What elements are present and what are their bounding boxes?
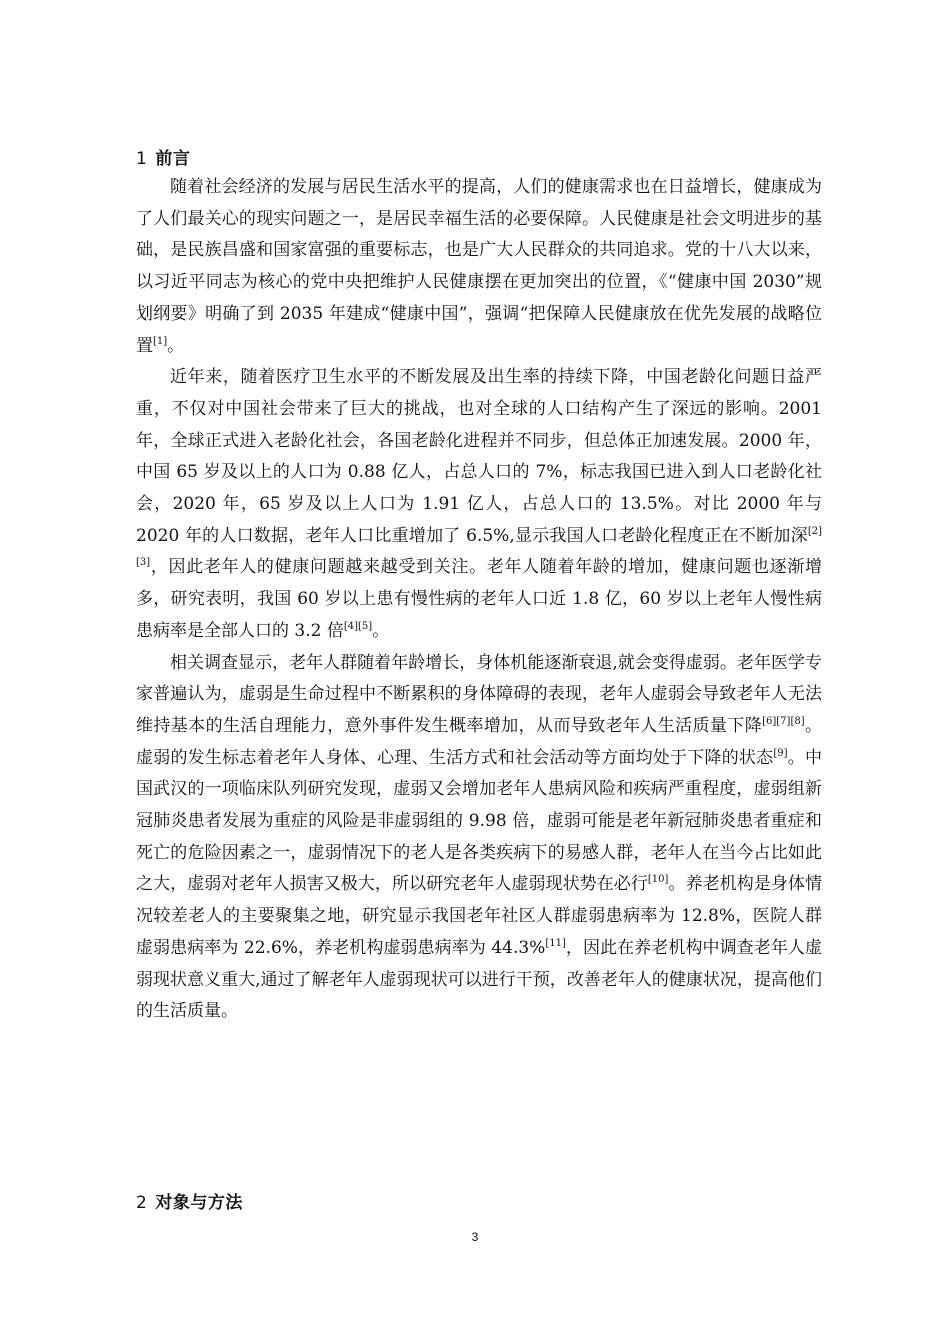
section-title: 前言 (155, 149, 191, 169)
paragraph-text: 。中国武汉的一项临床队列研究发现，虚弱又会增加老年人患病风险和疾病严重程度，虚弱组新冠肺炎患者发展为重症的风险是非虚弱组的 9.98 倍，虚弱可能是老年新冠肺炎患者重症和死亡的危险因素之一，虚弱情况下的老人是各类疾病下的易感人群，老年人在当今占比如此之大，虚弱对老年人损害又极大，所以研究老年人虚弱现状势在必行 (136, 747, 822, 895)
paragraph-text: 。 (372, 620, 390, 641)
section-heading-intro (136, 144, 190, 169)
citation-ref: [11] (545, 937, 566, 949)
section-title: 对象与方法 (155, 1193, 243, 1213)
paragraph-text: ，因此在养老机构中调查老年人虚弱现状意义重大,通过了解老年人虚弱现状可以进行干预，改善老年人的健康状况，提高他们的生活质量。 (136, 937, 822, 1022)
paragraph-text: 相关调查显示，老年人群随着年龄增长，身体机能逐渐衰退,就会变得虚弱。老年医学专家普遍认为，虚弱是生命过程中不断累积的身体障碍的表现，老年人虚弱会导致老年人无法维持基本的生活自理能力，意外事件发生概率增加，从而导致老年人生活质量下降 (136, 652, 822, 736)
paragraph-text: 随着社会经济的发展与居民生活水平的提高，人们的健康需求也在日益增长，健康成为了人们最关心的现实问题之一，是居民幸福生活的必要保障。人民健康是社会文明进步的基础，是民族昌盛和国家富强的重要标志，也是广大人民群众的共同追求。党的十八大以来，以习近平同志为核心的党中央把维护人民健康摆在更加突出的位置，《“健康中国 2030”规划纲要》明确了到 2035 年建成“健康中国”，强调“把保障人民健康放在优先发展的战略位置 (136, 177, 822, 356)
section-number: 1 (136, 149, 148, 169)
citation-ref: [2][3] (136, 525, 822, 569)
section-number: 2 (136, 1193, 148, 1213)
citation-ref: [6][7][8] (762, 715, 805, 727)
paragraph-text: 。 (167, 335, 185, 356)
body-text (136, 172, 822, 1028)
paragraph (136, 648, 822, 1028)
paragraph-text: ，因此老年人的健康问题越来越受到关注。老年人随着年龄的增加，健康问题也逐渐增多，研究表明，我国 60 岁以上患有慢性病的老年人口近 1.8 亿，60 岁以上老年人慢性病患病率是全部人口的 3.2 倍 (136, 557, 822, 641)
citation-ref: [10] (647, 874, 669, 886)
paragraph (136, 362, 822, 647)
paragraph-text: 近年来，随着医疗卫生水平的不断发展及出生率的持续下降，中国老龄化问题日益严重，不仅对中国社会带来了巨大的挑战，也对全球的人口结构产生了深远的影响。2001 年，全球正式进入老龄化社会，各国老龄化进程并不同步，但总体正加速发展。2000 年，中国 65 岁及以上的人口为 0.88 亿人，占总人口的 7%，标志我国已进入到人口老龄化社会，2020 年，65 岁及以上人口为 1.91 亿人，占总人口的 13.5%。对比 2000 年与 2020 年的人口数据，老年人口比重增加了 6.5%,显示我国人口老龄化程度正在不断加深 (136, 367, 822, 546)
section-heading-methods (136, 1188, 243, 1213)
page-number: 3 (471, 1230, 479, 1244)
paragraph (136, 172, 822, 362)
paragraph-text: 。养老机构是身体情况较差老人的主要聚集之地，研究显示我国老年社区人群虚弱患病率为 12.8%，医院人群虚弱患病率为 22.6%，养老机构虚弱患病率为 44.3% (136, 874, 823, 958)
citation-ref: [1] (153, 335, 168, 347)
paragraph-text: 。虚弱的发生标志着老年人身体、心理、生活方式和社会活动等方面均处于下降的状态 (136, 715, 823, 768)
citation-ref: [4][5] (343, 620, 373, 632)
citation-ref: [9] (773, 747, 788, 759)
